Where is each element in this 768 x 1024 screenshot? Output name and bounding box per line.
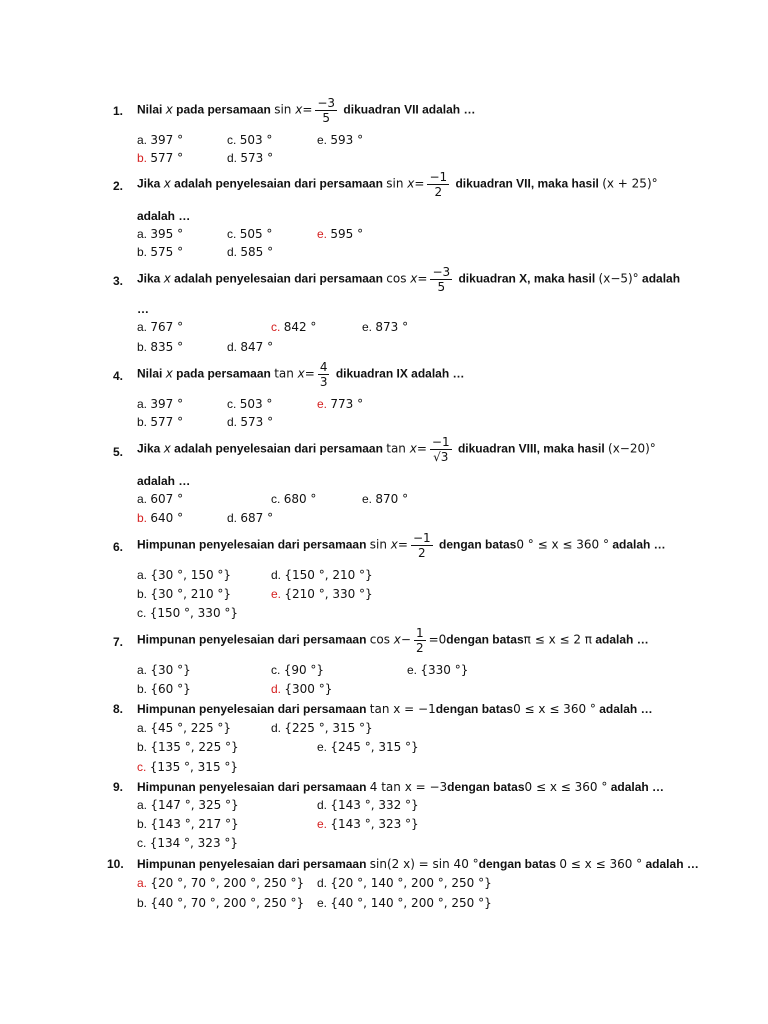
option-d[interactable]: d. 847 °: [227, 340, 274, 354]
option-a[interactable]: a. 397 °: [137, 397, 184, 411]
option-e[interactable]: e. {245 °, 315 °}: [317, 740, 419, 754]
option-b[interactable]: b. 575 °: [137, 245, 184, 259]
question-stem: Himpunan penyelesaian dari persamaan sin x= $\frac{-1}{2}$ dengan batas0 ° ≤ x ≤ 360 ° adalah …: [137, 531, 666, 560]
option-d[interactable]: d. {143 °, 332 °}: [317, 798, 419, 812]
option-a[interactable]: a. {20 °, 70 °, 200 °, 250 °}: [137, 876, 305, 890]
question-stem-continued: …: [137, 302, 149, 316]
fraction: $\frac{-3}{5}$: [317, 96, 336, 125]
fraction: $\frac{-3}{5}$: [432, 265, 451, 294]
question-stem: Himpunan penyelesaian dari persamaan sin(2 x) = sin 40 °dengan batas 0 ≤ x ≤ 360 ° adalah …: [137, 857, 699, 871]
option-b[interactable]: b. 577 °: [137, 151, 184, 165]
option-e[interactable]: e. 773 °: [317, 397, 364, 411]
option-b[interactable]: b. 835 °: [137, 340, 184, 354]
fraction: $\frac{1}{2}$: [415, 626, 424, 655]
option-c[interactable]: c. 842 °: [271, 320, 317, 334]
option-c[interactable]: c. 503 °: [227, 397, 273, 411]
option-d[interactable]: d. {20 °, 140 °, 200 °, 250 °}: [317, 876, 492, 890]
option-e[interactable]: e. 593 °: [317, 133, 364, 147]
option-d[interactable]: d. 573 °: [227, 151, 274, 165]
option-e[interactable]: e. 873 °: [362, 320, 409, 334]
option-a[interactable]: a. 767 °: [137, 320, 184, 334]
option-a[interactable]: a. 607 °: [137, 492, 184, 506]
option-e[interactable]: e. {143 °, 323 °}: [317, 817, 419, 831]
question-stem: Himpunan penyelesaian dari persamaan 4 tan x = −3dengan batas0 ≤ x ≤ 360 ° adalah …: [137, 780, 665, 794]
option-c[interactable]: c. {135 °, 315 °}: [137, 760, 239, 774]
option-e[interactable]: e. {330 °}: [407, 663, 469, 677]
fraction: $\frac{-1}{2}$: [412, 531, 431, 560]
question-stem: Jika x adalah penyelesaian dari persamaan sin x= $\frac{-1}{2}$ dikuadran VII, maka hasil (x + 25)°: [137, 170, 658, 199]
question-stem-continued: adalah …: [137, 209, 191, 223]
option-c[interactable]: c. {150 °, 330 °}: [137, 606, 239, 620]
option-e[interactable]: e. 870 °: [362, 492, 409, 506]
question-number: 10.: [107, 857, 124, 871]
option-c[interactable]: c. 503 °: [227, 133, 273, 147]
option-b[interactable]: b. {30 °, 210 °}: [137, 587, 232, 601]
question-stem: Himpunan penyelesaian dari persamaan cos x− $\frac{1}{2}$ =0dengan batasπ ≤ x ≤ 2 π adalah …: [137, 626, 649, 655]
option-b[interactable]: b. 577 °: [137, 415, 184, 429]
question-stem-continued: adalah …: [137, 474, 191, 488]
option-d[interactable]: d. 687 °: [227, 511, 274, 525]
option-c[interactable]: c. 680 °: [271, 492, 317, 506]
question-number: 7.: [113, 635, 124, 649]
question-number: 1.: [113, 104, 124, 118]
option-e[interactable]: e. 595 °: [317, 227, 364, 241]
option-c[interactable]: c. {134 °, 323 °}: [137, 836, 239, 850]
fraction: $\frac{4}{3}$: [319, 360, 328, 389]
question-stem: Jika x adalah penyelesaian dari persamaan cos x= $\frac{-3}{5}$ dikuadran X, maka hasil (x−5)° adalah: [137, 265, 681, 294]
question-number: 6.: [113, 540, 124, 554]
fraction: $\frac{-1}{√3}$: [431, 435, 450, 464]
fraction: $\frac{-1}{2}$: [429, 170, 448, 199]
option-d[interactable]: d. 585 °: [227, 245, 274, 259]
question-number: 3.: [113, 274, 124, 288]
option-d[interactable]: d. {150 °, 210 °}: [271, 568, 373, 582]
question-number: 5.: [113, 445, 124, 459]
option-a[interactable]: a. {45 °, 225 °}: [137, 721, 232, 735]
question-stem: Jika x adalah penyelesaian dari persamaan tan x= $\frac{-1}{√3}$ dikuadran VIII, maka hasil (x−20)°: [137, 435, 656, 464]
question-number: 8.: [113, 702, 124, 716]
option-c[interactable]: c. 505 °: [227, 227, 273, 241]
option-c[interactable]: c. {90 °}: [271, 663, 325, 677]
option-b[interactable]: b. {60 °}: [137, 682, 191, 696]
question-stem: Himpunan penyelesaian dari persamaan tan x = −1dengan batas0 ≤ x ≤ 360 ° adalah …: [137, 702, 653, 716]
option-d[interactable]: d. {300 °}: [271, 682, 333, 696]
option-d[interactable]: d. {225 °, 315 °}: [271, 721, 373, 735]
option-a[interactable]: a. 395 °: [137, 227, 184, 241]
option-a[interactable]: a. {30 °}: [137, 663, 191, 677]
option-a[interactable]: a. {30 °, 150 °}: [137, 568, 232, 582]
option-b[interactable]: b. 640 °: [137, 511, 184, 525]
option-e[interactable]: e. {40 °, 140 °, 200 °, 250 °}: [317, 896, 492, 910]
option-b[interactable]: b. {135 °, 225 °}: [137, 740, 239, 754]
question-stem: Nilai x pada persamaan sin x= $\frac{-3}{5}$ dikuadran VII adalah …: [137, 96, 476, 125]
option-a[interactable]: a. 397 °: [137, 133, 184, 147]
question-number: 2.: [113, 179, 124, 193]
question-number: 9.: [113, 780, 124, 794]
option-b[interactable]: b. {40 °, 70 °, 200 °, 250 °}: [137, 896, 305, 910]
option-d[interactable]: d. 573 °: [227, 415, 274, 429]
question-number: 4.: [113, 369, 124, 383]
option-a[interactable]: a. {147 °, 325 °}: [137, 798, 239, 812]
question-stem: Nilai x pada persamaan tan x= $\frac{4}{3}$ dikuadran IX adalah …: [137, 360, 465, 389]
option-e[interactable]: e. {210 °, 330 °}: [271, 587, 373, 601]
option-b[interactable]: b. {143 °, 217 °}: [137, 817, 239, 831]
